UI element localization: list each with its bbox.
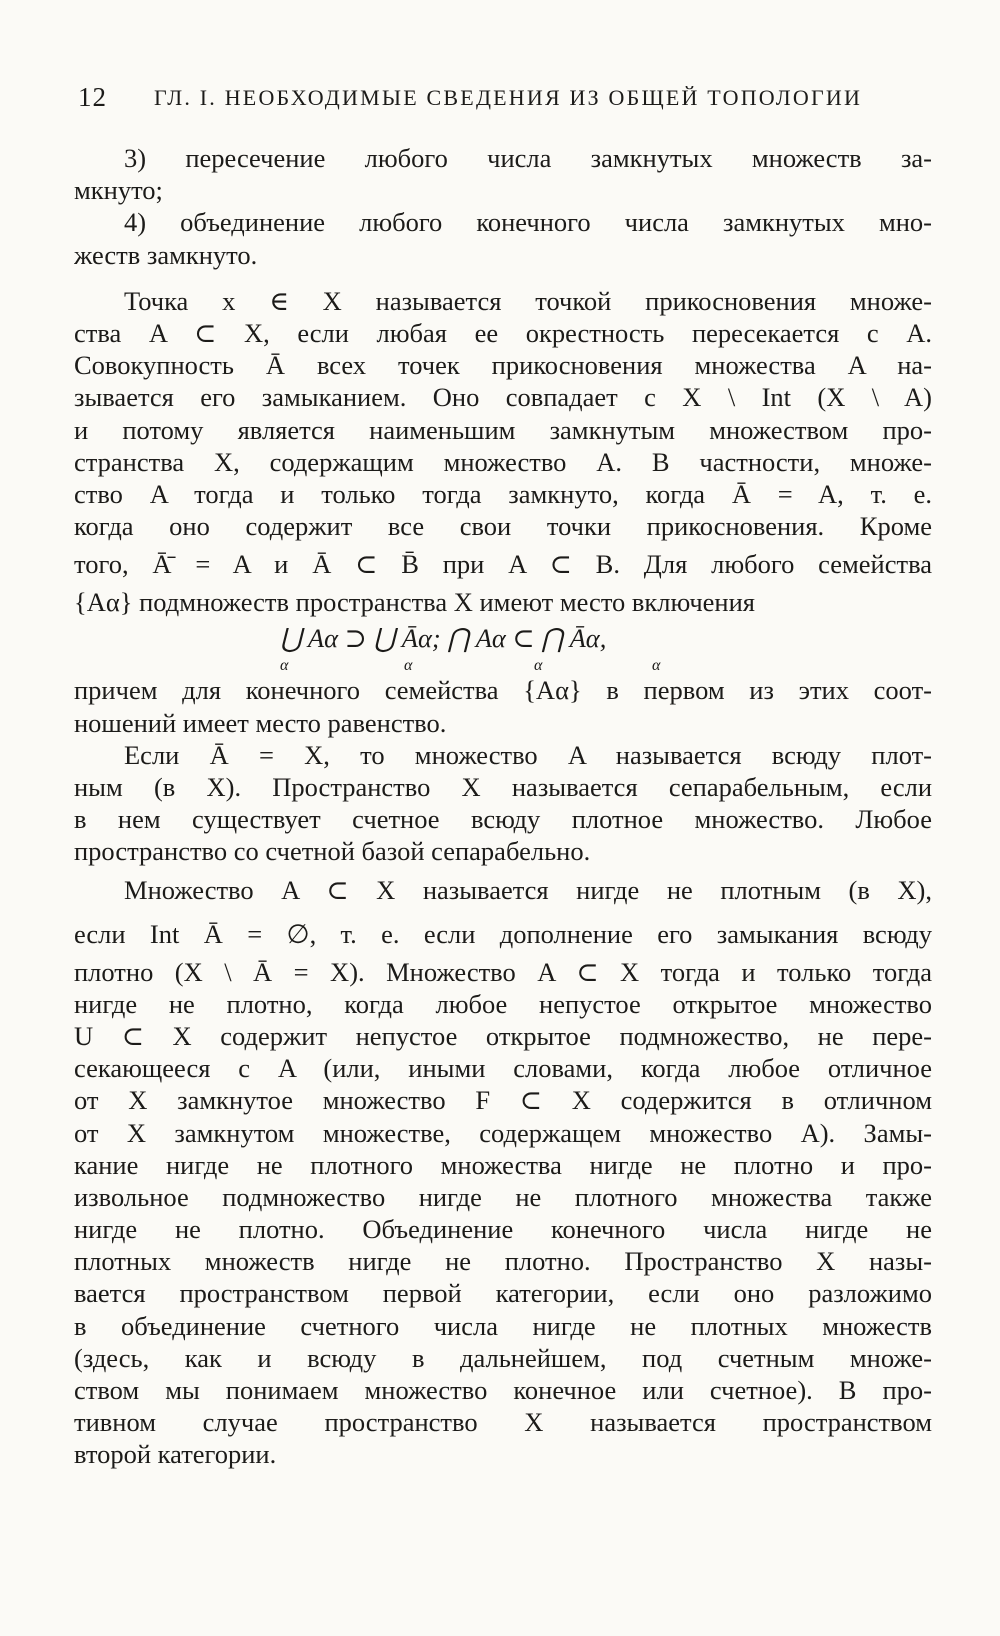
subscript-alpha: α	[534, 658, 543, 675]
text-line: от X замкнутом множестве, содержащем множество A). Замы-	[74, 1117, 932, 1148]
text-line: ством мы понимаем множество конечное или счетное). В про-	[74, 1375, 932, 1405]
text-line: в нем существует счетное всюду плотное множество. Любое	[74, 804, 932, 835]
running-title: ГЛ. I. НЕОБХОДИМЫЕ СВЕДЕНИЯ ИЗ ОБЩЕЙ ТОПОЛОГИИ	[154, 85, 863, 110]
text-line: Если Ā = X, то множество A называется всюду плот-	[124, 739, 932, 770]
text-line: когда оно содержит все свои точки прикосновения. Кроме	[74, 511, 932, 542]
text-line: второй категории.	[74, 1439, 277, 1470]
text-line: (здесь, как и всюду в дальнейшем, под счетным множе-	[74, 1342, 932, 1373]
text-line: в объединение счетного числа нигде не плотных множеств	[74, 1310, 932, 1341]
text-line: ношений имеет место равенство.	[74, 707, 447, 738]
text-line: ство A тогда и только тогда замкнуто, когда Ā = A, т. е.	[74, 478, 932, 509]
text-line: Совокупность Ā всех точек прикосновения множества A на-	[74, 350, 932, 381]
inclusion-formula: ⋃ Aα ⊃ ⋃ Āα; ⋂ Aα ⊂ ⋂ Āα,	[280, 623, 607, 654]
text-line: странства X, содержащим множество A. В частности, множе-	[74, 446, 932, 477]
subscript-alpha: α	[652, 658, 661, 675]
text-line: нигде не плотно, когда любое непустое открытое множество	[74, 988, 932, 1019]
text-line: Точка x ∈ X называется точкой прикосновения множе-	[124, 285, 932, 316]
text-line: U ⊂ X содержит непустое открытое подмножество, не пере-	[74, 1020, 932, 1051]
subscript-alpha: α	[404, 658, 413, 675]
text-line: мкнуто;	[74, 175, 163, 206]
text-line: ства A ⊂ X, если любая ее окрестность пересекается с A.	[74, 317, 932, 348]
text-line: того, Ā̄ = A и Ā ⊂ B̄ при A ⊂ B. Для любого семейства	[74, 549, 932, 580]
text-line: Множество A ⊂ X называется нигде не плотным (в X),	[124, 874, 932, 905]
subscript-alpha: α	[280, 658, 289, 675]
text-line: причем для конечного семейства {Aα} в первом из этих соот-	[74, 675, 932, 706]
text-line: зывается его замыканием. Оно совпадает с X \ Int (X \ A)	[74, 382, 932, 413]
text-line: кание нигде не плотного множества нигде не плотно и про-	[74, 1149, 932, 1180]
text-line: ным (в X). Пространство X называется сепарабельным, если	[74, 772, 932, 802]
page-header	[78, 82, 938, 122]
text-line: 4) объединение любого конечного числа замкнутых мно-	[124, 207, 932, 238]
formula-subscripts	[74, 658, 932, 674]
text-line: тивном случае пространство X называется пространством	[74, 1407, 932, 1438]
text-line: извольное подмножество нигде не плотного множества также	[74, 1181, 932, 1212]
text-line: пространство со счетной базой сепарабельно.	[74, 836, 591, 867]
text-line: плотно (X \ Ā = X). Множество A ⊂ X тогда и только тогда	[74, 956, 932, 987]
text-line: плотных множеств нигде не плотно. Пространство X назы-	[74, 1246, 932, 1277]
text-line: секающееся с A (или, иными словами, когда любое отличное	[74, 1053, 932, 1084]
body-text	[74, 142, 932, 1471]
page-number: 12	[78, 82, 107, 112]
text-line: от X замкнутое множество F ⊂ X содержится в отличном	[74, 1085, 932, 1116]
text-line: нигде не плотно. Объединение конечного числа нигде не	[74, 1214, 932, 1245]
text-line: жеств замкнуто.	[74, 239, 258, 270]
text-line: если Int Ā = ∅, т. е. если дополнение его замыкания всюду	[74, 918, 932, 949]
text-line: {Aα} подмножеств пространства X имеют место включения	[74, 587, 755, 618]
text-line: вается пространством первой категории, если оно разложимо	[74, 1278, 932, 1309]
text-line: и потому является наименьшим замкнутым множеством про-	[74, 414, 932, 445]
text-line: 3) пересечение любого числа замкнутых множеств за-	[124, 143, 932, 173]
